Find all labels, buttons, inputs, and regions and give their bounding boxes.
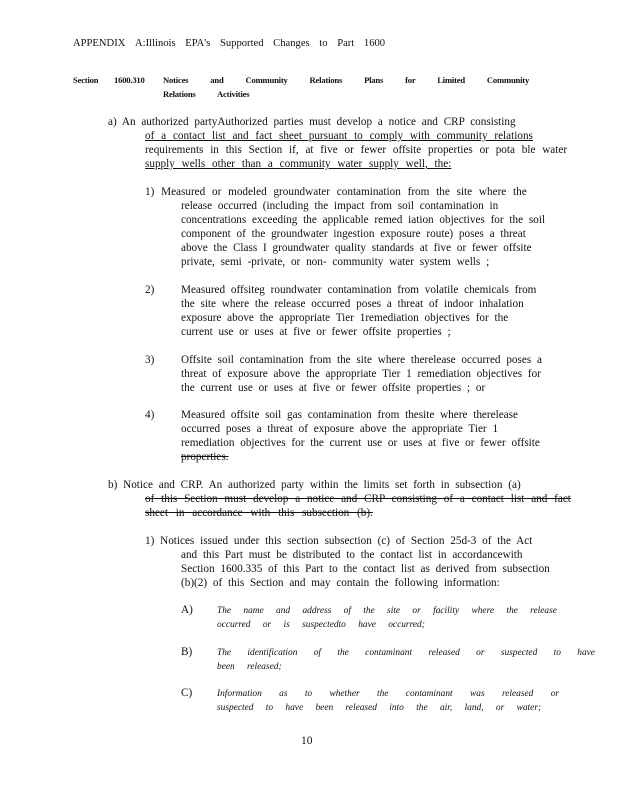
subitem-a-line-1: The name and address of the site or facility where the release (217, 606, 557, 616)
subitem-b-letter: B) (181, 646, 193, 658)
appendix-title: A:Illinois EPA's Supported Changes to Part 1600 (135, 38, 386, 49)
subitem-c-letter: C) (181, 687, 193, 699)
page-number: 10 (301, 735, 313, 747)
item-1-line-4: above the Class I groundwater quality standards at five or fewer offsite (181, 242, 532, 254)
item-2-number: 2) (145, 284, 155, 296)
section-label: Section (73, 75, 99, 85)
item-1-line-3: component of the groundwater ingestion exposure route) poses a threat (181, 228, 526, 240)
item-1-label: 1) Measured or modeled groundwater contamination from the site where the (145, 186, 527, 198)
b-item-1-line-2: Section 1600.335 of this Part to the contact list as derived from subsection (181, 563, 550, 575)
para-b-line-1: b) Notice and CRP. An authorized party within the limits set forth in subsection (a) (108, 479, 521, 491)
subitem-a-letter: A) (181, 604, 193, 616)
section-title-line1: Notices and Community Relations Plans for Limited Community (163, 75, 530, 85)
section-number: 1600.310 (114, 75, 145, 85)
item-4-line-3: remediation objectives for the current use or uses at five or fewer offsite (181, 437, 540, 449)
b-item-1-line-1: and this Part must be distributed to the contact list in accordancewith (181, 549, 523, 561)
subitem-b-line-1: The identification of the contaminant released or suspected to have (217, 648, 595, 658)
item-3-line-2: threat of exposure above the appropriate Tier 1 remediation objectives for (181, 368, 541, 380)
para-b-line-3: sheet in accordance with this subsection (b). (145, 507, 373, 519)
b-item-1-label: 1) Notices issued under this section subsection (c) of Section 25d-3 of the Act (145, 535, 533, 547)
item-2-line-3: exposure above the appropriate Tier 1remediation objectives for the (181, 312, 509, 324)
item-2-line-2: the site where the release occurred poses a threat of indoor inhalation (181, 298, 524, 310)
para-a-line-2: of a contact list and fact sheet pursuant to comply with community relations (145, 130, 533, 142)
item-4-number: 4) (145, 409, 155, 421)
item-3-number: 3) (145, 354, 155, 366)
item-4-line-4: properties. (181, 451, 229, 463)
subitem-c-line-2: suspected to have been released into the air, land, or water; (217, 703, 542, 713)
subitem-a-line-2: occurred or is suspectedto have occurred; (217, 620, 425, 630)
item-2-line-4: current use or uses at five or fewer offsite properties ; (181, 326, 451, 338)
subitem-c-line-1: Information as to whether the contaminant was released or (217, 689, 560, 699)
para-a-line-1: a) An authorized partyAuthorized parties must develop a notice and CRP consisting (108, 116, 516, 128)
item-1-line-2: concentrations exceeding the applicable remed iation objectives for the soil (181, 214, 546, 226)
section-title-line2: Relations Activities (163, 89, 250, 99)
item-4-line-2: occurred poses a threat of exposure above the appropriate Tier 1 (181, 423, 499, 435)
item-1-line-5: private, semi -private, or non- community water system wells ; (181, 256, 490, 268)
para-a-line-4: supply wells other than a community water supply well, the: (145, 158, 452, 170)
para-b-line-2: of this Section must develop a notice and CRP consisting of a contact list and fact (145, 493, 571, 505)
b-item-1-line-3: (b)(2) of this Section and may contain the following information: (181, 577, 500, 589)
para-a-line-3: requirements in this Section if, at five or fewer offsite properties or pota ble water (145, 144, 568, 156)
item-1-line-1: release occurred (including the impact from soil contamination in (181, 200, 499, 212)
appendix-label: APPENDIX (73, 38, 126, 49)
subitem-b-line-2: been released; (217, 662, 282, 672)
item-3-line-3: the current use or uses at five or fewer offsite properties ; or (181, 382, 486, 394)
item-4-line-1: Measured offsite soil gas contamination from thesite where therelease (181, 409, 518, 421)
item-3-line-1: Offsite soil contamination from the site where therelease occurred poses a (181, 354, 542, 366)
item-2-line-1: Measured offsiteg roundwater contamination from volatile chemicals from (181, 284, 537, 296)
